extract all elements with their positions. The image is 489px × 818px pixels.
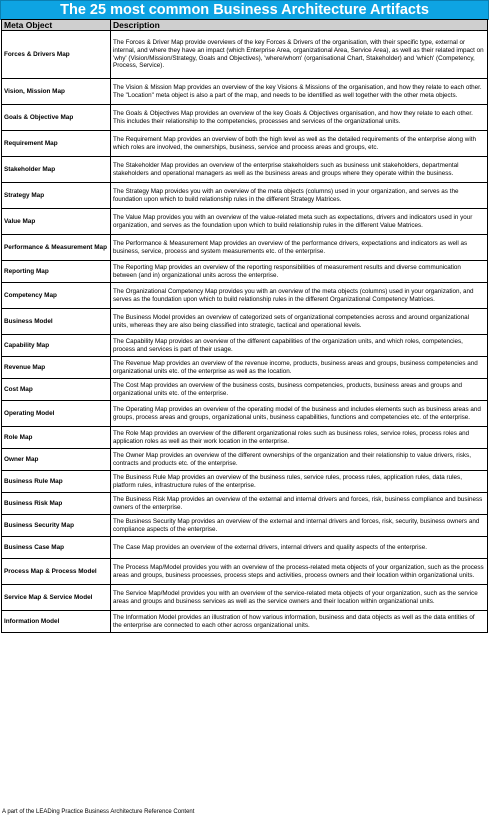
table-row (2, 537, 488, 559)
meta-object-name: Requirement Map (2, 131, 111, 157)
table-row (2, 79, 488, 105)
meta-object-name: Role Map (2, 427, 111, 449)
table-row (2, 105, 488, 131)
meta-object-description: The Owner Map provides an overview of the different ownerships of the organization and their relationship to value drivers, risks, contracts and products etc. of the enterprise. (111, 449, 488, 471)
meta-object-description: The Vision & Mission Map provides an overview of the key Visions & Missions of the organisation, and how they relate to each other. The "Location" meta object is also a part of the map, and needs to be identified as well together with the other meta objects. (111, 79, 488, 105)
table-row (2, 335, 488, 357)
meta-object-name: Business Case Map (2, 537, 111, 559)
meta-object-description: The Role Map provides an overview of the different organizational roles such as business roles, service roles, process roles and application roles as well as their work location in the enterprise. (111, 427, 488, 449)
meta-object-description: The Reporting Map provides an overview of the reporting responsibilities of measurement results and diverse communication between (and in) organizational units across the enterprise. (111, 261, 488, 283)
artifacts-table (1, 19, 488, 633)
meta-object-name: Capability Map (2, 335, 111, 357)
meta-object-description: The Stakeholder Map provides an overview of the enterprise stakeholders such as business unit stakeholders, departmental stakeholders and operational managers as well as the business areas and groups where they operate within the business. (111, 157, 488, 183)
meta-object-description: The Goals & Objectives Map provides an overview of the key Goals & Objectives organisation, and how they relate to each other. This includes their relationship to the competencies, processes and services of the organizational units. (111, 105, 488, 131)
meta-object-name: Business Security Map (2, 515, 111, 537)
page-title: The 25 most common Business Architecture Artifacts (0, 0, 489, 20)
meta-object-name: Reporting Map (2, 261, 111, 283)
meta-object-name: Business Risk Map (2, 493, 111, 515)
meta-object-name: Cost Map (2, 379, 111, 401)
table-row (2, 449, 488, 471)
table-row (2, 401, 488, 427)
meta-object-name: Information Model (2, 611, 111, 633)
table-row (2, 427, 488, 449)
table-row (2, 309, 488, 335)
table-row (2, 493, 488, 515)
table-row (2, 283, 488, 309)
meta-object-description: The Business Model provides an overview of categorized sets of organizational competencies across and around organizational units, whereas they are also being classified into strategic, tactical and operational levels. (111, 309, 488, 335)
meta-object-description: The Service Map/Model provides you with an overview of the service-related meta objects of your organization, such as the service areas and groups and business services as well as the service owners and their location within organizational units. (111, 585, 488, 611)
meta-object-name: Business Rule Map (2, 471, 111, 493)
table-row (2, 183, 488, 209)
meta-object-name: Competency Map (2, 283, 111, 309)
table-row (2, 585, 488, 611)
meta-object-description: The Operating Map provides an overview of the operating model of the business and includes elements such as business areas and groups, process areas and groups, organizational units, business capabilities, functions and competencies etc. of the enterprise. (111, 401, 488, 427)
meta-object-name: Stakeholder Map (2, 157, 111, 183)
meta-object-name: Value Map (2, 209, 111, 235)
meta-object-description: The Cost Map provides an overview of the business costs, business competencies, products, business areas and groups and organizational units etc. of the enterprise. (111, 379, 488, 401)
table-row (2, 157, 488, 183)
meta-object-name: Revenue Map (2, 357, 111, 379)
column-header-description: Description (111, 20, 488, 31)
table-row (2, 131, 488, 157)
table-row (2, 235, 488, 261)
meta-object-name: Goals & Objective Map (2, 105, 111, 131)
meta-object-name: Forces & Drivers Map (2, 31, 111, 79)
table-body (2, 31, 488, 633)
meta-object-description: The Business Rule Map provides an overview of the business rules, service rules, process rules, application rules, data rules, platform rules, infrastructure rules of the enterprise. (111, 471, 488, 493)
column-header-meta-object: Meta Object (2, 20, 111, 31)
meta-object-description: The Performance & Measurement Map provides an overview of the performance drivers, expectations and indicators as well as business, service, process and system measurements etc. of the enterprise. (111, 235, 488, 261)
table-row (2, 379, 488, 401)
table-row (2, 261, 488, 283)
table-row (2, 559, 488, 585)
meta-object-description: The Business Risk Map provides an overview of the external and internal drivers and forces, risk, business compliance and business owners of the enterprise. (111, 493, 488, 515)
footer-note: A part of the LEADing Practice Business Architecture Reference Content (2, 809, 195, 815)
meta-object-description: The Process Map/Model provides you with an overview of the process-related meta objects of your organization, such as the process areas and groups, business processes, process steps and activities, process owners and their location within organizational units. (111, 559, 488, 585)
table-row (2, 515, 488, 537)
meta-object-description: The Information Model provides an illustration of how various information, business and data objects as well as the data entities of the enterprise are connected to each other across organizational units. (111, 611, 488, 633)
meta-object-description: The Business Security Map provides an overview of the external and internal drivers and forces, risk, security, business owners and compliance aspects of the enterprise. (111, 515, 488, 537)
meta-object-name: Process Map & Process Model (2, 559, 111, 585)
meta-object-description: The Revenue Map provides an overview of the revenue income, products, business areas and groups, business competencies and organizational units etc. of the enterprise as well as the location. (111, 357, 488, 379)
meta-object-name: Operating Model (2, 401, 111, 427)
meta-object-name: Service Map & Service Model (2, 585, 111, 611)
meta-object-name: Owner Map (2, 449, 111, 471)
meta-object-description: The Forces & Driver Map provide overviews of the key Forces & Drivers of the organisation, with their specific type, external or internal, and where they have an impact (which Enterprise Area, organizational Area, Service Area), as well as their related impact on 'why' (Vision/Mission/Strategy, Goals and Objectives), 'where/whom' (organisational Chart, Stakeholder) and 'which' (Competency, Process, Service). (111, 31, 488, 79)
meta-object-description: The Requirement Map provides an overview of both the high level as well as the detailed requirements of the enterprise along with which roles are involved, the ownerships, business, service and process areas and groups, etc. (111, 131, 488, 157)
meta-object-name: Vision, Mission Map (2, 79, 111, 105)
table-row (2, 209, 488, 235)
meta-object-description: The Value Map provides you with an overview of the value-related meta such as expectations, drivers and indicators used in your organization, and serves as the foundation upon which to build relationship rules in the different Value Matrices. (111, 209, 488, 235)
meta-object-name: Strategy Map (2, 183, 111, 209)
meta-object-description: The Case Map provides an overview of the external drivers, internal drivers and quality aspects of the enterprise. (111, 537, 488, 559)
meta-object-name: Business Model (2, 309, 111, 335)
meta-object-description: The Strategy Map provides you with an overview of the meta objects (columns) used in your organization, and serves as the foundation upon which to build relationship rules in the different Strategy Matrices. (111, 183, 488, 209)
table-row (2, 471, 488, 493)
table-row (2, 611, 488, 633)
table-row (2, 357, 488, 379)
meta-object-description: The Organizational Competency Map provides you with an overview of the meta objects (columns) used in your organization, and serves as the foundation upon which to build relationship rules in the different Organizational Competency Matrices. (111, 283, 488, 309)
meta-object-description: The Capability Map provides an overview of the different capabilities of the organization units, and which roles, competencies, process and services is part of their usage. (111, 335, 488, 357)
table-header-row (2, 20, 488, 31)
table-row (2, 31, 488, 79)
meta-object-name: Performance & Measurement Map (2, 235, 111, 261)
